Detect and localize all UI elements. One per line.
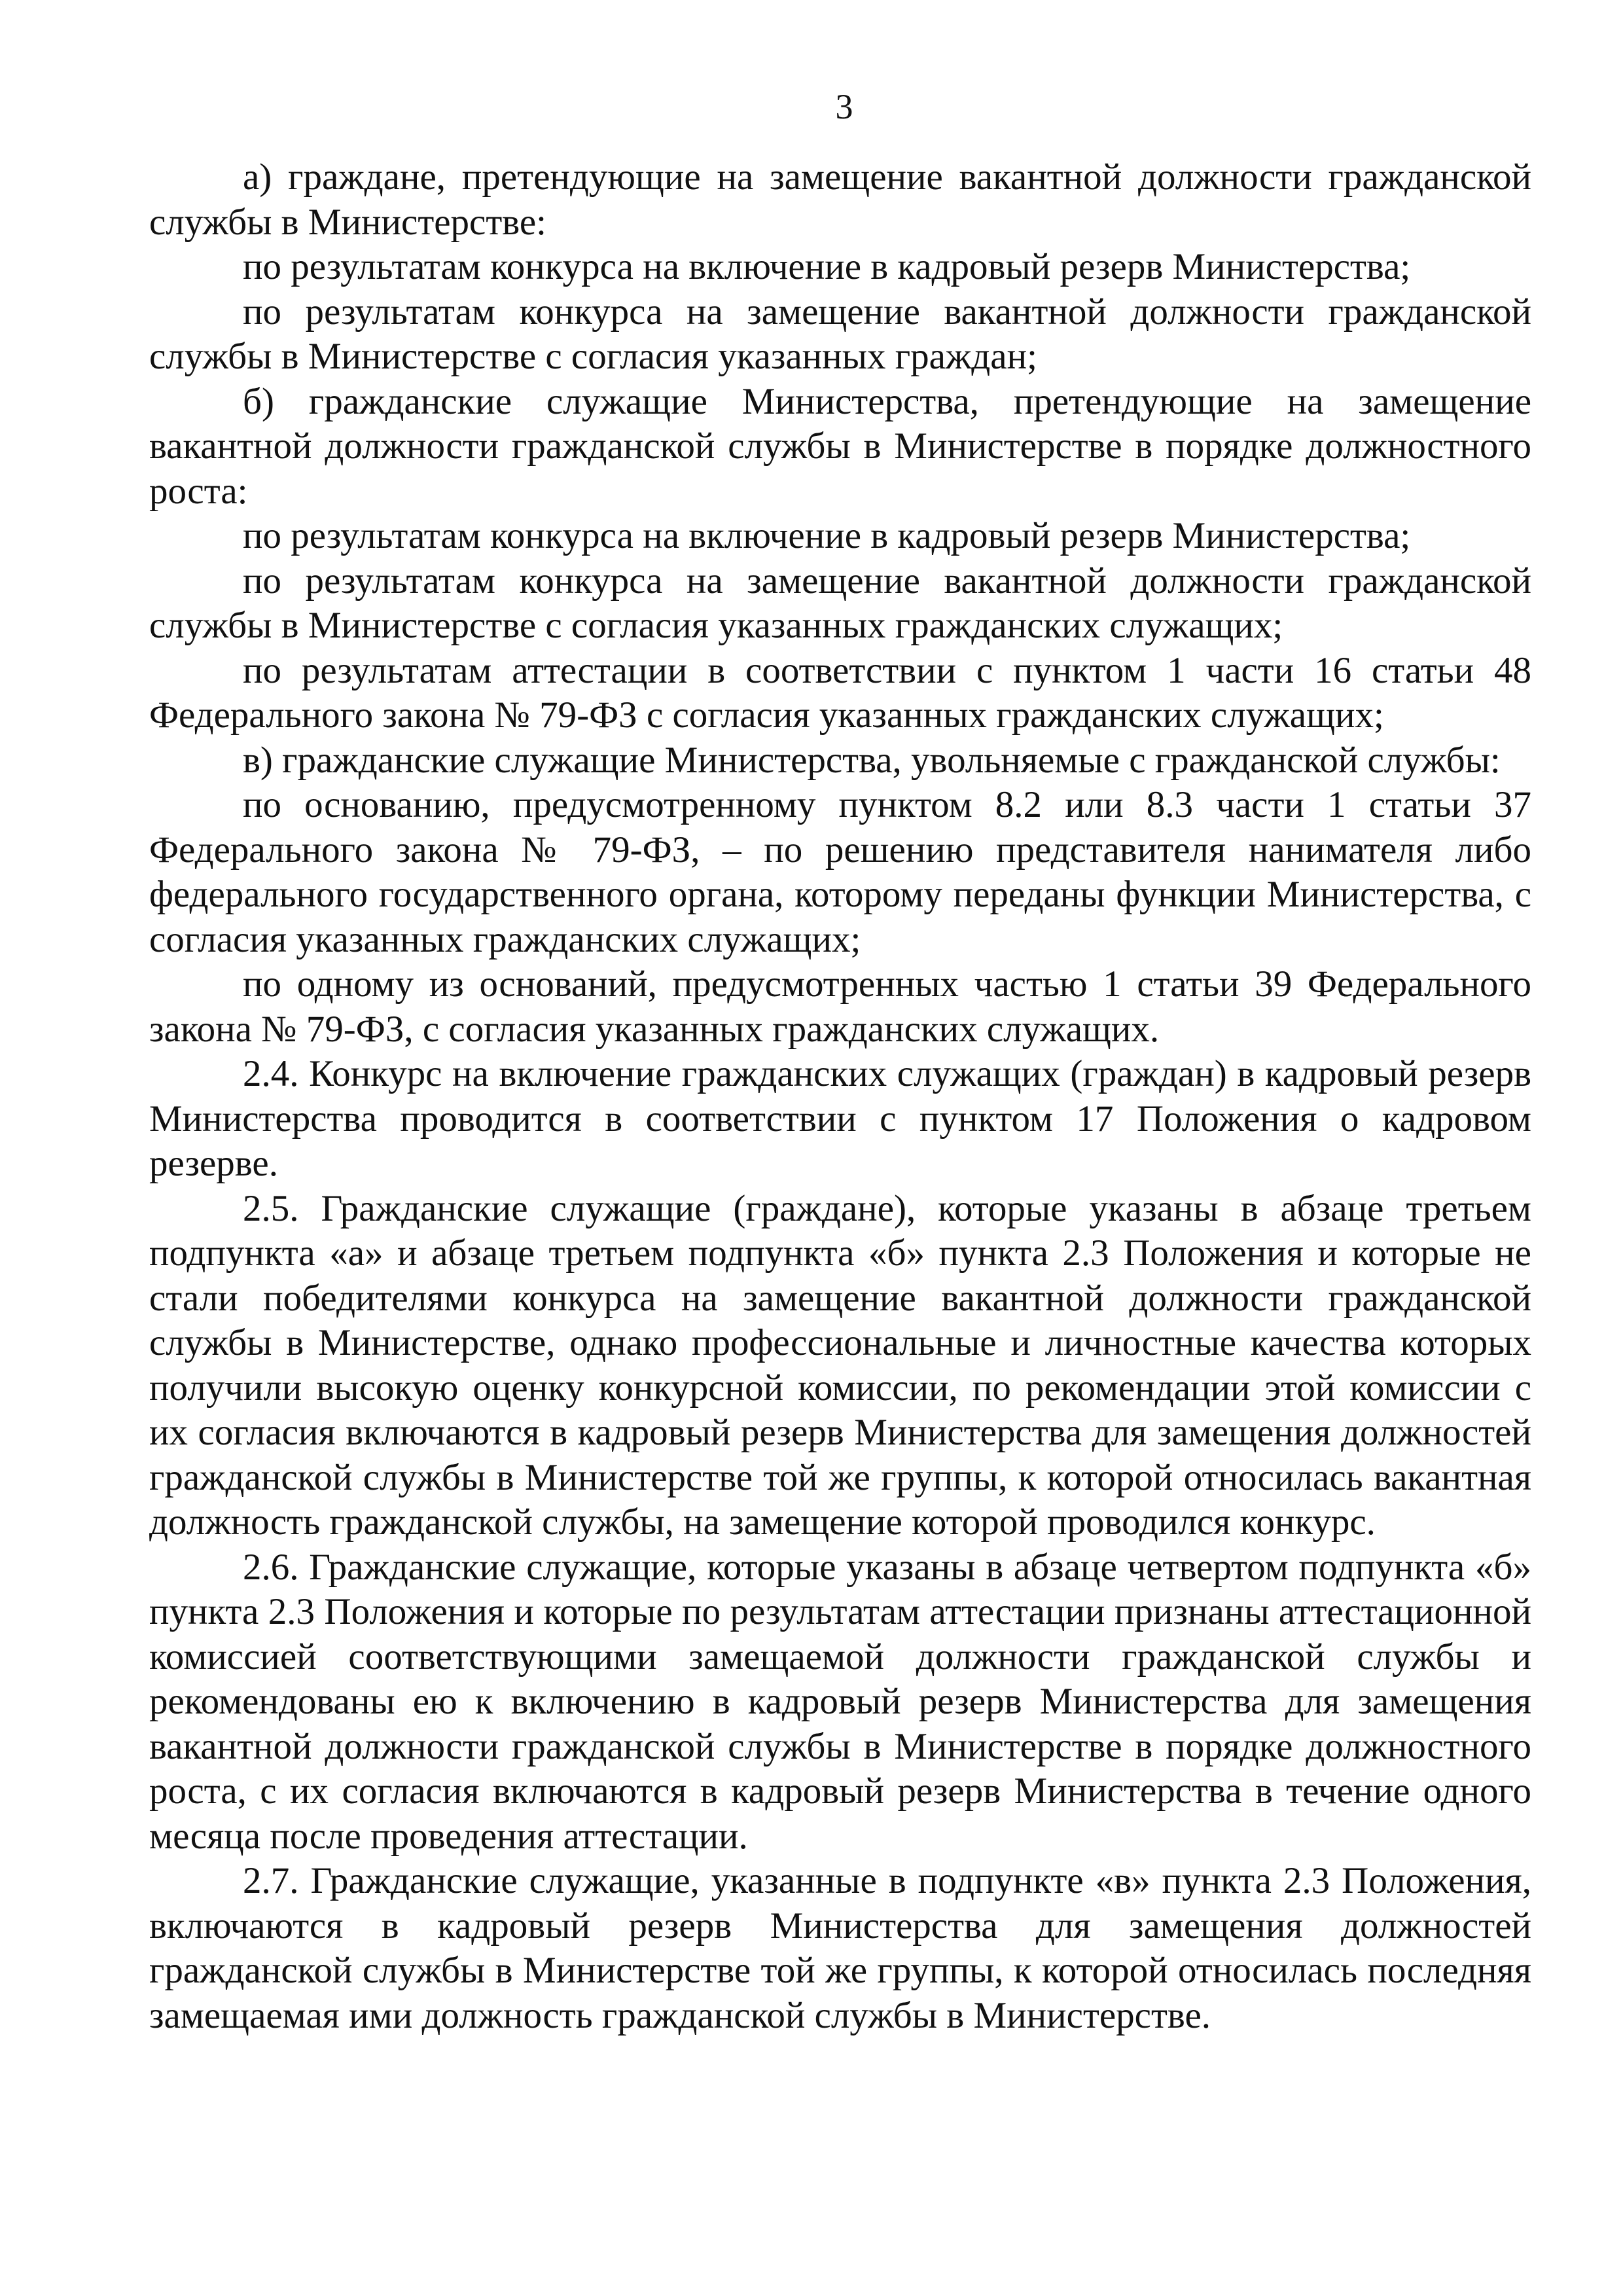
paragraph-item-a-reserve-contest: по результатам конкурса на включение в кадровый резерв Министерства;: [243, 246, 1411, 287]
paragraph-item-b-reserve-contest: по результатам конкурса на включение в кадровый резерв Министерства;: [243, 515, 1411, 556]
paragraph-2-4: 2.4. Конкурс на включение гражданских служащих (граждан) в кадровый резерв Министерства проводится в соответствии с пунктом 17 Положения о кадровом резерве.: [149, 1053, 1531, 1184]
document-body: [149, 155, 1531, 2038]
paragraph-item-b-attestation: по результатам аттестации в соответствии с пунктом 1 части 16 статьи 48 Федерального закона № 79-ФЗ с согласия указанных гражданских служащих;: [149, 649, 1531, 736]
paragraph-2-7: 2.7. Гражданские служащие, указанные в подпункте «в» пункта 2.3 Положения, включаются в кадровый резерв Министерства для замещения должностей гражданской службы в Министерстве той же группы, к которой относилась последняя замещаемая ими должность гражданской службы в Министерстве.: [149, 1860, 1531, 2036]
paragraph-item-b-vacancy-contest: по результатам конкурса на замещение вакантной должности гражданской службы в Министерстве с согласия указанных гражданских служащих;: [149, 560, 1531, 646]
paragraph-item-b: б) гражданские служащие Министерства, претендующие на замещение вакантной должности гражданской службы в Министерстве в порядке должностного роста:: [149, 380, 1531, 512]
paragraph-item-a: а) граждане, претендующие на замещение вакантной должности гражданской службы в Министерстве:: [149, 156, 1531, 243]
paragraph-item-v-article-37: по основанию, предусмотренному пунктом 8.2 или 8.3 части 1 статьи 37 Федерального закона № 79-ФЗ, – по решению представителя нанимателя либо федерального государственного органа, которому переданы функции Министерства, с согласия указанных гражданских служащих;: [149, 784, 1531, 960]
paragraph-item-v-article-39: по одному из оснований, предусмотренных частью 1 статьи 39 Федерального закона № 79-ФЗ, с согласия указанных гражданских служащих.: [149, 963, 1531, 1050]
paragraph-item-a-vacancy-contest: по результатам конкурса на замещение вакантной должности гражданской службы в Министерстве с согласия указанных граждан;: [149, 291, 1531, 377]
page-number: 3: [835, 87, 853, 126]
paragraph-item-v: в) гражданские служащие Министерства, увольняемые с гражданской службы:: [243, 739, 1501, 781]
paragraph-2-6: 2.6. Гражданские служащие, которые указаны в абзаце четвертом подпункта «б» пункта 2.3 Положения и которые по результатам аттестации признаны аттестационной комиссией соответствующими замещаемой должности гражданской службы и рекомендованы ею к включению в кадровый резерв Министерства для замещения вакантной должности гражданской службы в Министерстве в порядке должностного роста, с их согласия включаются в кадровый резерв Министерства в течение одного месяца после проведения аттестации.: [149, 1546, 1531, 1857]
paragraph-2-5: 2.5. Гражданские служащие (граждане), которые указаны в абзаце третьем подпункта «а» и абзаце третьем подпункта «б» пункта 2.3 Положения и которые не стали победителями конкурса на замещение вакантной должности гражданской службы в Министерстве, однако профессиональные и личностные качества которых получили высокую оценку конкурсной комиссии, по рекомендации этой комиссии с их согласия включаются в кадровый резерв Министерства для замещения должностей гражданской службы в Министерстве той же группы, к которой относилась вакантная должность гражданской службы, на замещение которой проводился конкурс.: [149, 1187, 1531, 1543]
